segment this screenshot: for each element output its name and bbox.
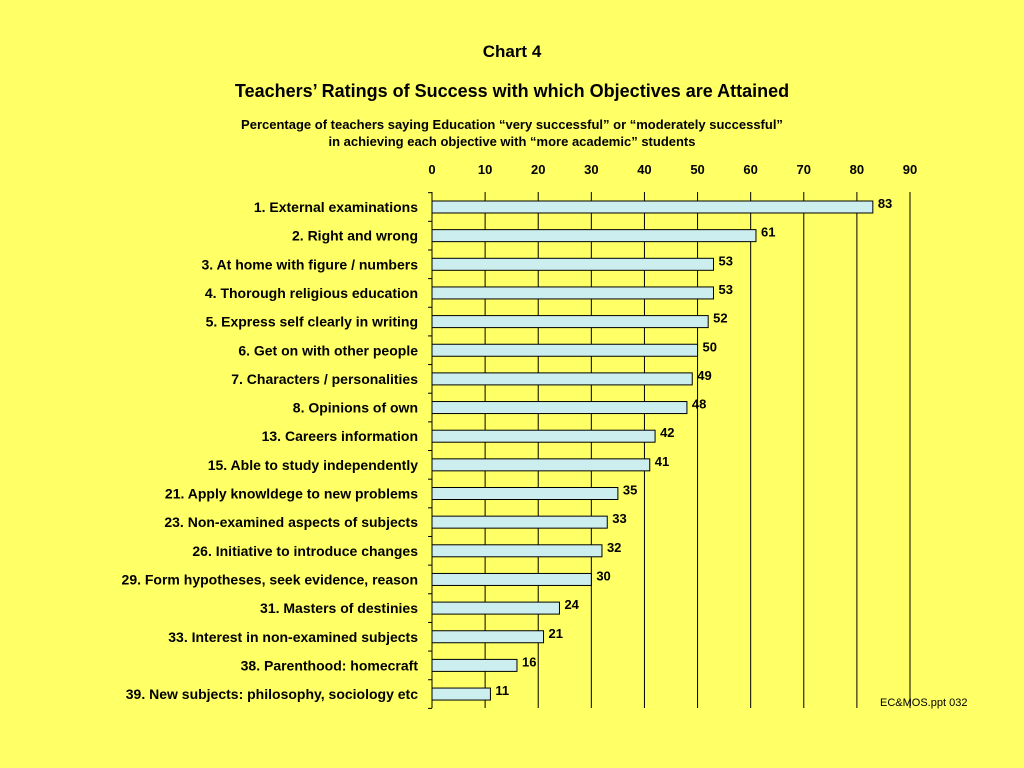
bar [432, 373, 692, 385]
x-tick-label: 10 [477, 162, 493, 177]
bar [432, 430, 655, 442]
data-label: 33 [612, 511, 627, 527]
data-label: 53 [718, 253, 733, 269]
x-tick-label: 30 [584, 162, 599, 177]
category-label: 1. External examinations [253, 199, 418, 215]
x-tick-label: 40 [637, 162, 652, 177]
category-label: 13. Careers information [261, 428, 418, 445]
bar [432, 631, 544, 643]
x-tick-label: 20 [530, 162, 546, 177]
category-label: 7. Characters / personalities [231, 370, 418, 387]
x-tick-label: 60 [743, 162, 758, 177]
slide-footer: EC&MOS.ppt 032 [880, 697, 968, 709]
data-label: 53 [718, 281, 733, 297]
data-label: 32 [606, 539, 622, 555]
data-label: 52 [713, 310, 728, 326]
data-label: 30 [596, 568, 611, 584]
x-tick-label: 0 [428, 162, 436, 177]
category-label: 21. Apply knowldege to new problems [164, 485, 418, 502]
bar [432, 402, 687, 414]
x-tick-label: 70 [796, 162, 812, 177]
category-label: 4. Thorough religious education [204, 284, 418, 301]
bar [432, 316, 708, 328]
chart-title: Teachers’ Ratings of Success with which Objectives are Attained [234, 81, 790, 101]
category-label: 39. New subjects: philosophy, sociology etc [125, 686, 418, 703]
data-label: 16 [521, 654, 537, 670]
subtitle-line-1: Percentage of teachers saying Education “very successful” or “moderately successful” [241, 117, 783, 132]
category-label: 2. Right and wrong [292, 227, 418, 244]
bar [432, 659, 517, 671]
x-tick-label: 50 [690, 162, 705, 177]
bar [432, 201, 873, 213]
data-label: 35 [622, 482, 638, 498]
data-label: 21 [548, 625, 564, 641]
category-label: 26. Initiative to introduce changes [192, 542, 418, 559]
category-label: 6. Get on with other people [238, 342, 418, 359]
category-label: 31. Masters of destinies [260, 600, 418, 617]
data-label: 49 [697, 367, 712, 383]
chart-number: Chart 4 [482, 42, 542, 61]
x-tick-label: 90 [902, 162, 918, 177]
category-label: 33. Interest in non-examined subjects [168, 628, 418, 645]
category-label: 8. Opinions of own [292, 399, 418, 416]
category-label: 23. Non-examined aspects of subjects [164, 514, 418, 531]
bar [432, 459, 650, 471]
bar [432, 344, 698, 356]
bar [432, 258, 713, 270]
data-label: 11 [495, 683, 510, 699]
data-label: 42 [660, 425, 675, 441]
bar [432, 602, 559, 614]
bar [432, 545, 602, 557]
bar [432, 488, 618, 500]
data-label: 83 [877, 196, 893, 211]
data-label: 41 [654, 453, 670, 469]
x-tick-label: 80 [849, 162, 865, 177]
bar [432, 688, 490, 700]
bar [432, 573, 591, 585]
subtitle-line-2: in achieving each objective with “more academic” students [328, 134, 696, 149]
bar [432, 230, 756, 242]
data-label: 61 [760, 224, 776, 240]
data-label: 48 [691, 396, 707, 412]
data-label: 24 [564, 597, 579, 613]
category-label: 15. Able to study independently [207, 456, 418, 473]
category-label: 5. Express self clearly in writing [205, 313, 418, 330]
bar [432, 516, 607, 528]
category-label: 3. At home with figure / numbers [201, 256, 418, 273]
category-label: 38. Parenthood: homecraft [240, 657, 418, 674]
category-label: 29. Form hypotheses, seek evidence, reason [121, 571, 418, 588]
data-label: 50 [702, 339, 718, 355]
bar [432, 287, 713, 299]
